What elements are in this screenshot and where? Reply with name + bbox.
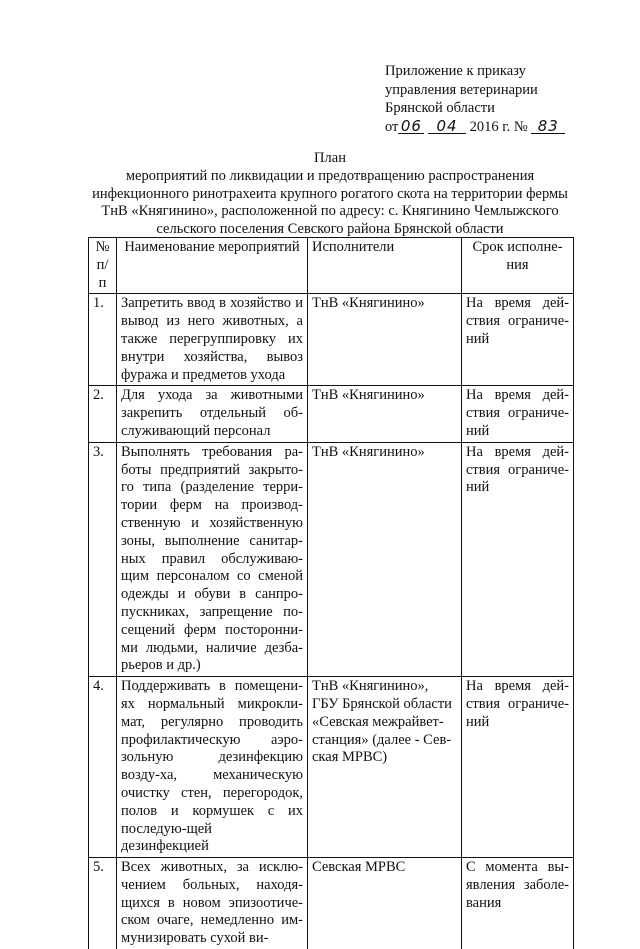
title-line-3: ТнВ «Княгинино», расположенной по адресу: с. Княгинино Чемлыжского xyxy=(101,203,559,220)
row-name: Для ухода за животными закрепить отдельный об-служивающий персонал xyxy=(117,386,308,442)
row-executors: ТнВ «Княгинино» xyxy=(308,294,462,386)
date-day: 06 xyxy=(398,119,424,134)
header-name: Наименование мероприятий xyxy=(117,238,308,294)
row-num: 2. xyxy=(89,386,117,442)
table-row xyxy=(89,386,574,442)
table-row xyxy=(89,677,574,858)
row-num: 3. xyxy=(89,442,117,676)
title-line-4: сельского поселения Севского района Брянской области xyxy=(156,221,504,238)
row-name: Поддерживать в помещени-ях нормальный микрокли-мат, регулярно проводить профилактическую аэро-зольную дезинфекцию возду-ха, механическую очистку стен, перегородок, полов и кормушек с их последую-щей дезинфекцией xyxy=(117,677,308,858)
measures-table xyxy=(88,237,574,949)
order-number: 83 xyxy=(531,119,565,134)
date-year: 2016 г. № xyxy=(469,118,528,135)
table-header-row xyxy=(89,238,574,294)
row-term: На время дей-ствия ограниче-ний xyxy=(462,442,574,676)
appendix-line-1: Приложение к приказу xyxy=(385,63,526,79)
header-term: Срок исполне-ния xyxy=(462,238,574,294)
row-num: 4. xyxy=(89,677,117,858)
row-num: 1. xyxy=(89,294,117,386)
table-row xyxy=(89,294,574,386)
title-heading: План xyxy=(314,150,346,166)
row-name: Выполнять требования ра-боты предприятий закрыто-го типа (разделение терри-тории ферм на производ-ственную и хозяйственную зоны, выполнение санитар-ных правил обслуживаю-щим персоналом со сменой одежды и обуви в санпро-пускниках, запрещение по-сещений ферм посторонни-ми людьми, наличие дезба-рьеров и др.) xyxy=(117,442,308,676)
title-line-1: мероприятий по ликвидации и предотвращению распространения xyxy=(125,167,535,184)
appendix-line-2: управления ветеринарии xyxy=(385,81,538,98)
row-term: На время дей-ствия ограниче-ний xyxy=(462,386,574,442)
date-month: 04 xyxy=(428,119,466,134)
appendix-line-3: Брянской области xyxy=(385,100,495,116)
row-executors: ТнВ «Княгинино» xyxy=(308,442,462,676)
row-executors: Севская МРВС xyxy=(308,858,462,949)
header-num: № п/п xyxy=(89,238,117,294)
appendix-date-line xyxy=(385,118,625,137)
row-term: На время дей-ствия ограниче-ний xyxy=(462,677,574,858)
title-line-2: инфекционного ринотрахеита крупного рогатого скота на территории фермы xyxy=(92,185,568,202)
header-executors: Исполнители xyxy=(308,238,462,294)
document-title xyxy=(60,150,600,239)
row-name: Запретить ввод в хозяйство и вывод из него животных, а также перегруппировку их внутри хозяйства, вывоз фуража и предметов ухода xyxy=(117,294,308,386)
row-name: Всех животных, за исклю-чением больных, находя-щихся в новом эпизоотиче-ском очаге, немедленно им-мунизировать сухой ви- xyxy=(117,858,308,949)
row-executors: ТнВ «Княгинино», ГБУ Брянской области «Севская межрайвет-станция» (далее - Сев-ская МРВС) xyxy=(308,677,462,858)
table-row xyxy=(89,442,574,676)
row-term: На время дей-ствия ограниче-ний xyxy=(462,294,574,386)
table-row xyxy=(89,858,574,949)
date-prefix: от xyxy=(385,118,399,135)
appendix-block xyxy=(385,62,625,136)
row-term: С момента вы-явления заболе-вания xyxy=(462,858,574,949)
row-executors: ТнВ «Княгинино» xyxy=(308,386,462,442)
row-num: 5. xyxy=(89,858,117,949)
